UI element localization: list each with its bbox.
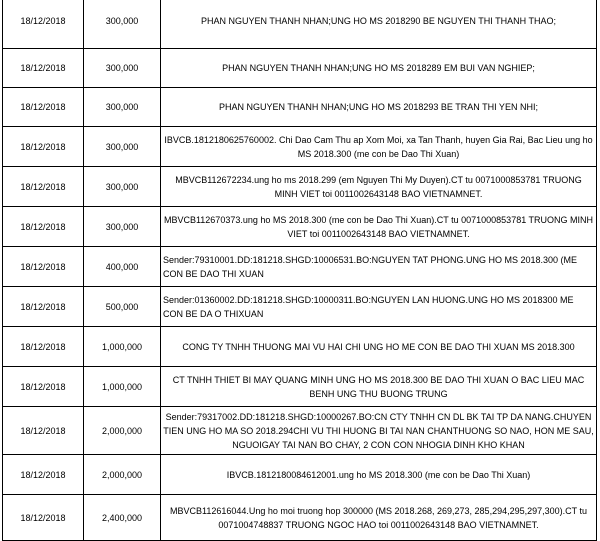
date-cell: 18/12/2018 [3, 367, 84, 407]
table-row [3, 49, 597, 88]
description-cell: PHAN NGUYEN THANH NHAN;UNG HO MS 2018290 BE NGUYEN THI THANH THAO; [161, 0, 597, 49]
description-cell [161, 407, 597, 455]
description-cell: IBVCB.1812180084612001.ung ho MS 2018.300 (me con be Dao Thi Xuan) [161, 455, 597, 495]
amount-cell: 1,000,000 [84, 367, 161, 407]
date-cell: 18/12/2018 [3, 88, 84, 127]
description-cell: MBVCB112670373.ung ho MS 2018.300 (me con be Dao Thi Xuan).CT tu 0071000853781 TRUONG MINH VIET toi 0011002643148 BAO VIETNAMNET. [161, 207, 597, 247]
date-cell: 18/12/2018 [3, 287, 84, 327]
table-row [3, 0, 597, 49]
table-row [3, 495, 597, 541]
amount-cell: 300,000 [84, 49, 161, 88]
amount-cell: 2,000,000 [84, 455, 161, 495]
amount-cell: 300,000 [84, 0, 161, 49]
description-cell: MBVCB112672234.ung ho ms 2018.299 (em Nguyen Thi My Duyen).CT tu 0071000853781 TRUONG MINH VIET toi 0011002643148 BAO VIETNAMNET. [161, 167, 597, 207]
amount-cell: 300,000 [84, 127, 161, 167]
description-cell: PHAN NGUYEN THANH NHAN;UNG HO MS 2018293 BE TRAN THI YEN NHI; [161, 88, 597, 127]
description-cell: Sender:01360002.DD:181218.SHGD:10000311.BO:NGUYEN LAN HUONG.UNG HO MS 2018300 ME CON BE DA O THIXUAN [161, 287, 597, 327]
amount-cell: 300,000 [84, 207, 161, 247]
description-cell: MBVCB112616044.Ung ho moi truong hop 300000 (MS 2018.268, 269,273, 285,294,295,297,300).CT tu 0071004748837 TRUONG NGOC HAO toi 0011002643148 BAO VIETNAMNET. [161, 495, 597, 541]
date-cell: 18/12/2018 [3, 207, 84, 247]
amount-cell: 400,000 [84, 247, 161, 287]
table-row [3, 88, 597, 127]
table-row [3, 127, 597, 167]
date-cell: 18/12/2018 [3, 127, 84, 167]
table-row [3, 327, 597, 367]
description-text: Sender:79317002.DD:181218.SHGD:10000267.BO:CN CTY TNHH CN DL BK TAI TP DA NANG.CHUYEN TIEN UNG HO MA SO 2018.294CHI VU THI HUONG BI TAI NAN CHANTHUONG SO NAO, HON ME SAU, NGUOIGAY TAI NAN BO CHAY, 2 CON CON NHOGIA DINH KHO KHAN [163, 411, 594, 450]
date-cell: 18/12/2018 [3, 327, 84, 367]
date-cell: 18/12/2018 [3, 495, 84, 541]
amount-cell: 500,000 [84, 287, 161, 327]
table-row [3, 247, 597, 287]
table-row [3, 287, 597, 327]
description-cell: IBVCB.1812180625760002. Chi Dao Cam Thu ap Xom Moi, xa Tan Thanh, huyen Gia Rai, Bac Lieu ung ho MS 2018.300 (me con be Dao Thi Xuan) [161, 127, 597, 167]
description-cell: CONG TY TNHH THUONG MAI VU HAI CHI UNG HO ME CON BE DAO THI XUAN MS 2018.300 [161, 327, 597, 367]
date-cell: 18/12/2018 [3, 455, 84, 495]
table-row [3, 207, 597, 247]
date-cell: 18/12/2018 [3, 247, 84, 287]
date-cell: 18/12/2018 [3, 167, 84, 207]
description-cell: Sender:79310001.DD:181218.SHGD:10006531.BO:NGUYEN TAT PHONG.UNG HO MS 2018.300 (ME CON BE DAO THI XUAN [161, 247, 597, 287]
amount-cell: 300,000 [84, 88, 161, 127]
description-cell: CT TNHH THIET BI MAY QUANG MINH UNG HO MS 2018.300 BE DAO THI XUAN O BAC LIEU MAC BENH UNG THU BUONG TRUNG [161, 367, 597, 407]
amount-cell: 300,000 [84, 167, 161, 207]
date-cell: 18/12/2018 [3, 0, 84, 49]
table-row [3, 455, 597, 495]
donation-table [2, 0, 597, 541]
table-row [3, 167, 597, 207]
table-row [3, 367, 597, 407]
table-row [3, 407, 597, 455]
amount-cell: 2,400,000 [84, 495, 161, 541]
date-cell: 18/12/2018 [3, 407, 84, 455]
amount-cell: 2,000,000 [84, 407, 161, 455]
description-cell: PHAN NGUYEN THANH NHAN;UNG HO MS 2018289 EM BUI VAN NGHIEP; [161, 49, 597, 88]
date-cell: 18/12/2018 [3, 49, 84, 88]
amount-cell: 1,000,000 [84, 327, 161, 367]
